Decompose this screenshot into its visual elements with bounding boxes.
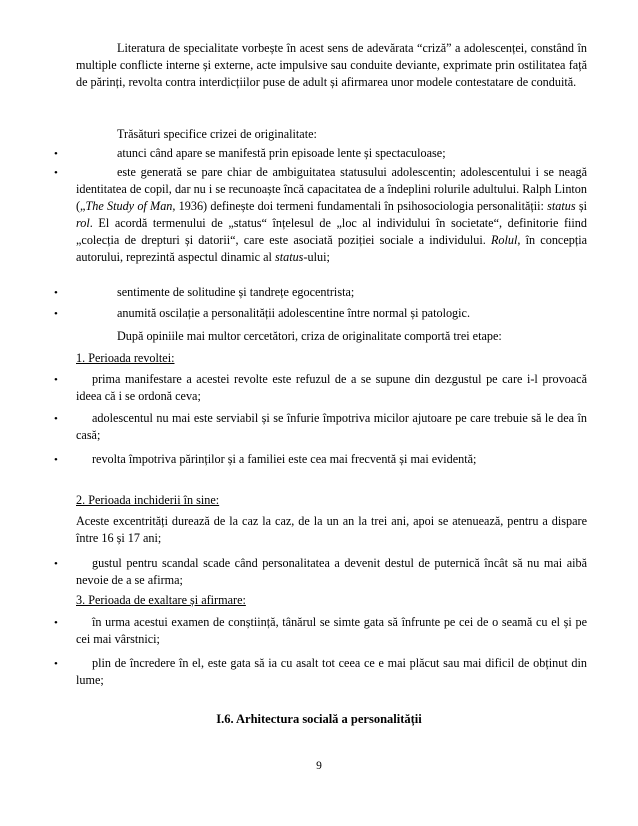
bullet-marker: • [54, 308, 58, 320]
bullet-marker: • [54, 413, 58, 425]
trait-bullet-3: sentimente de solitudine și tandrețe egocentrista; [117, 285, 355, 299]
term-status: status [547, 199, 576, 214]
book-title: The Study of Man, [85, 199, 176, 214]
trait-bullet-4: anumită oscilație a personalității adolescentine între normal și patologic. [117, 306, 470, 320]
period-2-text: Aceste excentrități durează de la caz la caz, de la un an la trei ani, apoi se atenuează, pentru a dispare între 16 și 17 ani; [76, 514, 587, 546]
period-1-bullet-2: adolescentul nu mai este serviabil și se înfurie împotriva micilor ajutoare pe care trebuie să le dea în casă; [76, 411, 587, 443]
period-1-title: 1. Perioada revoltei: [76, 351, 175, 365]
period-3-bullet-1: în urma acestui examen de conștiință, tânărul se simte gata să înfrunte pe cei de o seamă cu el și pe cei mai vârstnici; [76, 615, 587, 647]
page-number: 9 [316, 760, 322, 772]
bullet-marker: • [54, 558, 58, 570]
period-3-bullet-2: plin de încredere în el, este gata să ia cu asalt tot ceea ce e mai plăcut sau mai dificil de obținut din lume; [76, 656, 587, 688]
opinions-paragraph: După opiniile mai multor cercetători, criza de originalitate comportă trei etape: [117, 329, 502, 343]
bullet-marker: • [54, 148, 58, 160]
period-3-title: 3. Perioada de exaltare și afirmare: [76, 593, 246, 607]
term-rol: rol [76, 216, 90, 231]
period-2-title: 2. Perioada inchiderii în sine: [76, 493, 220, 507]
period-1-bullet-3: revolta împotriva părinților și a familiei este cea mai frecventă și mai evidentă; [92, 452, 477, 466]
trait-bullet-2: este generată se pare chiar de ambiguitatea statusului adolescentin; adolescentului i se neagă identitatea de copil, dar nu i se recunoaște încă capacitatea de a îndeplini rolurile adultului. Ralph Linton („The Study of Man, 1936) definește doi termeni fundamentali în psihosociologia personalității: status și rol. El acordă termenului de „status“ înțelesul de „loc al individului în societate“, definitorie fiind „colecția de drepturi și datorii“, care este asociată poziției sociale a individului. Rolul, în concepția autorului, reprezintă aspectul dinamic al status-ului; [76, 165, 588, 265]
period-1-bullet-1: prima manifestare a acestei revolte este refuzul de a se supune din dezgustul pe care i-l provoacă ideea că i se ordonă ceva; [76, 372, 587, 404]
bullet-marker: • [54, 617, 58, 629]
bullet-marker: • [54, 454, 58, 466]
trait-bullet-1: atunci când apare se manifestă prin episoade lente și spectaculoase; [117, 146, 446, 160]
term-rolul: Rolul [490, 233, 518, 248]
term-status-2: status [274, 250, 304, 265]
intro-paragraph: Literatura de specialitate vorbește în acest sens de adevărata “criză” a adolescenței, constând în multiple conflicte interne și externe, acte impulsive sau conduite deviante, exprimate prin ostilitatea față de părinți, revolta contra interdicțiilor puse de adult și afirmarea unor modele contestatare de conduită. [76, 41, 587, 90]
bullet-marker: • [54, 287, 58, 299]
bullet-marker: • [54, 167, 58, 179]
bullet-marker: • [54, 374, 58, 386]
section-heading: I.6. Arhitectura socială a personalității [216, 712, 422, 726]
period-2-bullet-1: gustul pentru scandal scade când personalitatea a devenit destul de puternică încât să nu mai aibă nevoie de a se afirma; [76, 556, 587, 588]
traits-heading: Trăsături specifice crizei de originalitate: [117, 127, 317, 141]
bullet-marker: • [54, 658, 58, 670]
